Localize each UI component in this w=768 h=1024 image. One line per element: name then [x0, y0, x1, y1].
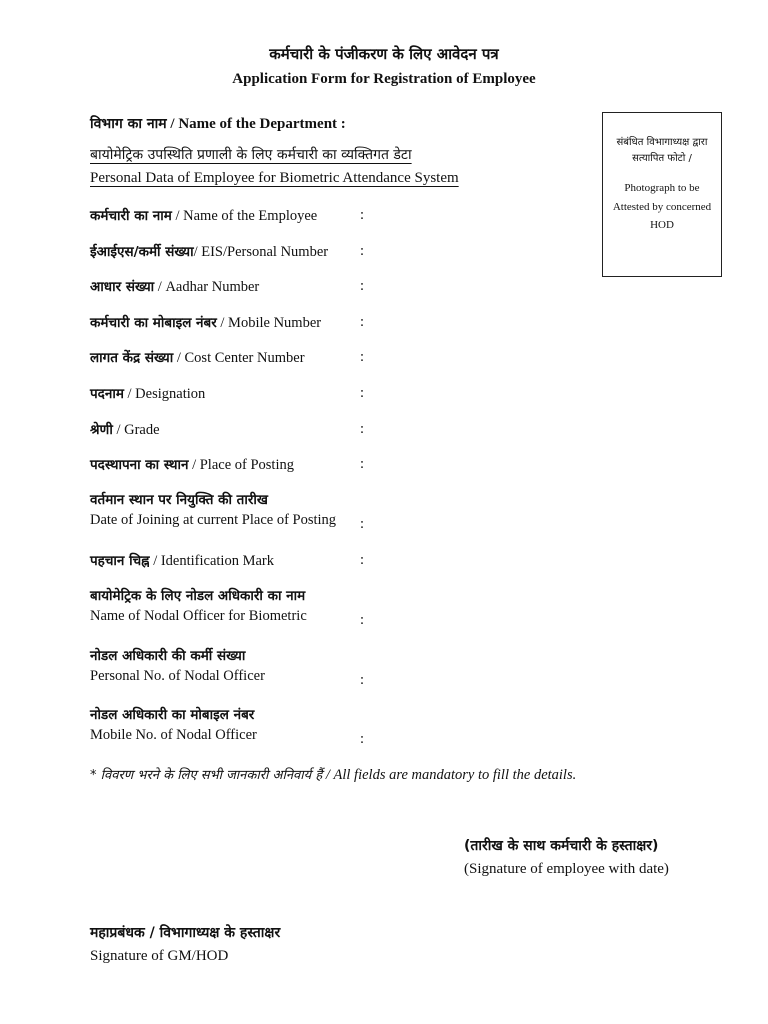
field-colon: : [360, 314, 365, 330]
employee-name-field [90, 206, 380, 225]
field-colon: : [360, 385, 365, 401]
field-colon: : [360, 672, 365, 688]
employee-signature-hindi: (तारीख के साथ कर्मचारी के हस्ताक्षर) [464, 838, 659, 854]
field-label-hindi: कर्मचारी का नाम [90, 208, 172, 224]
field-label-hindi: वर्तमान स्थान पर नियुक्ति की तारीख [90, 492, 268, 508]
field-label-hindi: नोडल अधिकारी का मोबाइल नंबर [90, 707, 255, 723]
employee-signature-english: (Signature of employee with date) [464, 861, 669, 877]
field-colon: : [360, 731, 365, 747]
field-label-english: / EIS/Personal Number [193, 244, 329, 260]
field-label-hindi: श्रेणी [90, 422, 113, 438]
date-of-joining-field [90, 490, 380, 529]
field-label-english: Mobile No. of Nodal Officer [90, 727, 257, 743]
field-label-hindi: पदनाम [90, 386, 124, 402]
field-label-hindi: पदस्थापना का स्थान [90, 457, 189, 473]
photo-caption-english: Photograph to be Attested by concerned HOD [612, 182, 712, 232]
nodal-officer-number-field [90, 646, 380, 685]
field-colon: : [360, 349, 365, 365]
field-label-hindi: लागत केंद्र संख्या [90, 350, 174, 366]
department-label-english: / Name of the Department : [166, 116, 346, 132]
nodal-officer-mobile-field [90, 705, 380, 744]
subheading-hindi: बायोमेट्रिक उपस्थिति प्रणाली के लिए कर्मचारी का व्यक्तिगत डेटा [90, 147, 412, 163]
cost-center-field [90, 348, 380, 367]
grade-field [90, 420, 380, 439]
field-label-english: / Name of the Employee [171, 208, 318, 224]
mandatory-note [90, 765, 576, 784]
field-colon: : [360, 456, 365, 472]
field-label-english: / Aadhar Number [154, 279, 260, 295]
field-label-english: / Mobile Number [216, 315, 322, 331]
place-of-posting-field [90, 455, 380, 474]
mobile-number-field [90, 313, 380, 332]
photo-caption-hindi: संबंधित विभागाध्यक्ष द्वारा सत्यापित फोटो / [616, 137, 708, 164]
note-english: / All fields are mandatory to fill the details. [322, 767, 577, 783]
photograph-box [602, 112, 722, 277]
field-label-english: / Place of Posting [188, 457, 294, 473]
field-colon: : [360, 612, 365, 628]
field-label-english: Date of Joining at current Place of Posting [90, 512, 337, 528]
form-title-hindi: कर्मचारी के पंजीकरण के लिए आवेदन पत्र [269, 45, 499, 63]
field-label-english: Personal No. of Nodal Officer [90, 668, 265, 684]
gm-signature-hindi: महाप्रबंधक / विभागाध्यक्ष के हस्ताक्षर [90, 925, 281, 941]
field-label-hindi: ईआईएस/कर्मी संख्या [90, 244, 194, 260]
field-colon: : [360, 421, 365, 437]
field-colon: : [360, 552, 365, 568]
form-title-english: Application Form for Registration of Employee [232, 71, 536, 87]
subheading-english: Personal Data of Employee for Biometric Attendance System [90, 170, 459, 186]
field-label-hindi: नोडल अधिकारी की कर्मी संख्या [90, 648, 246, 664]
field-label-english: / Identification Mark [149, 553, 274, 569]
field-label-english: / Grade [112, 422, 160, 438]
gm-signature-english: Signature of GM/HOD [90, 948, 229, 964]
identification-mark-field [90, 551, 380, 570]
aadhar-number-field [90, 277, 380, 296]
field-colon: : [360, 207, 365, 223]
eis-number-field [90, 242, 380, 261]
field-label-hindi: पहचान चिह्न [90, 553, 150, 569]
note-hindi: * विवरण भरने के लिए सभी जानकारी अनिवार्य हैं [90, 768, 323, 783]
field-colon: : [360, 243, 365, 259]
designation-field [90, 384, 380, 403]
field-label-hindi: आधार संख्या [90, 279, 155, 295]
department-field [90, 114, 346, 133]
field-label-english: / Cost Center Number [173, 350, 305, 366]
field-colon: : [360, 516, 365, 532]
field-label-english: / Designation [123, 386, 206, 402]
field-colon: : [360, 278, 365, 294]
nodal-officer-name-field [90, 586, 380, 625]
field-label-hindi: बायोमेट्रिक के लिए नोडल अधिकारी का नाम [90, 588, 306, 604]
field-label-hindi: कर्मचारी का मोबाइल नंबर [90, 315, 217, 331]
department-label-hindi: विभाग का नाम [90, 116, 167, 132]
field-label-english: Name of Nodal Officer for Biometric [90, 608, 307, 624]
